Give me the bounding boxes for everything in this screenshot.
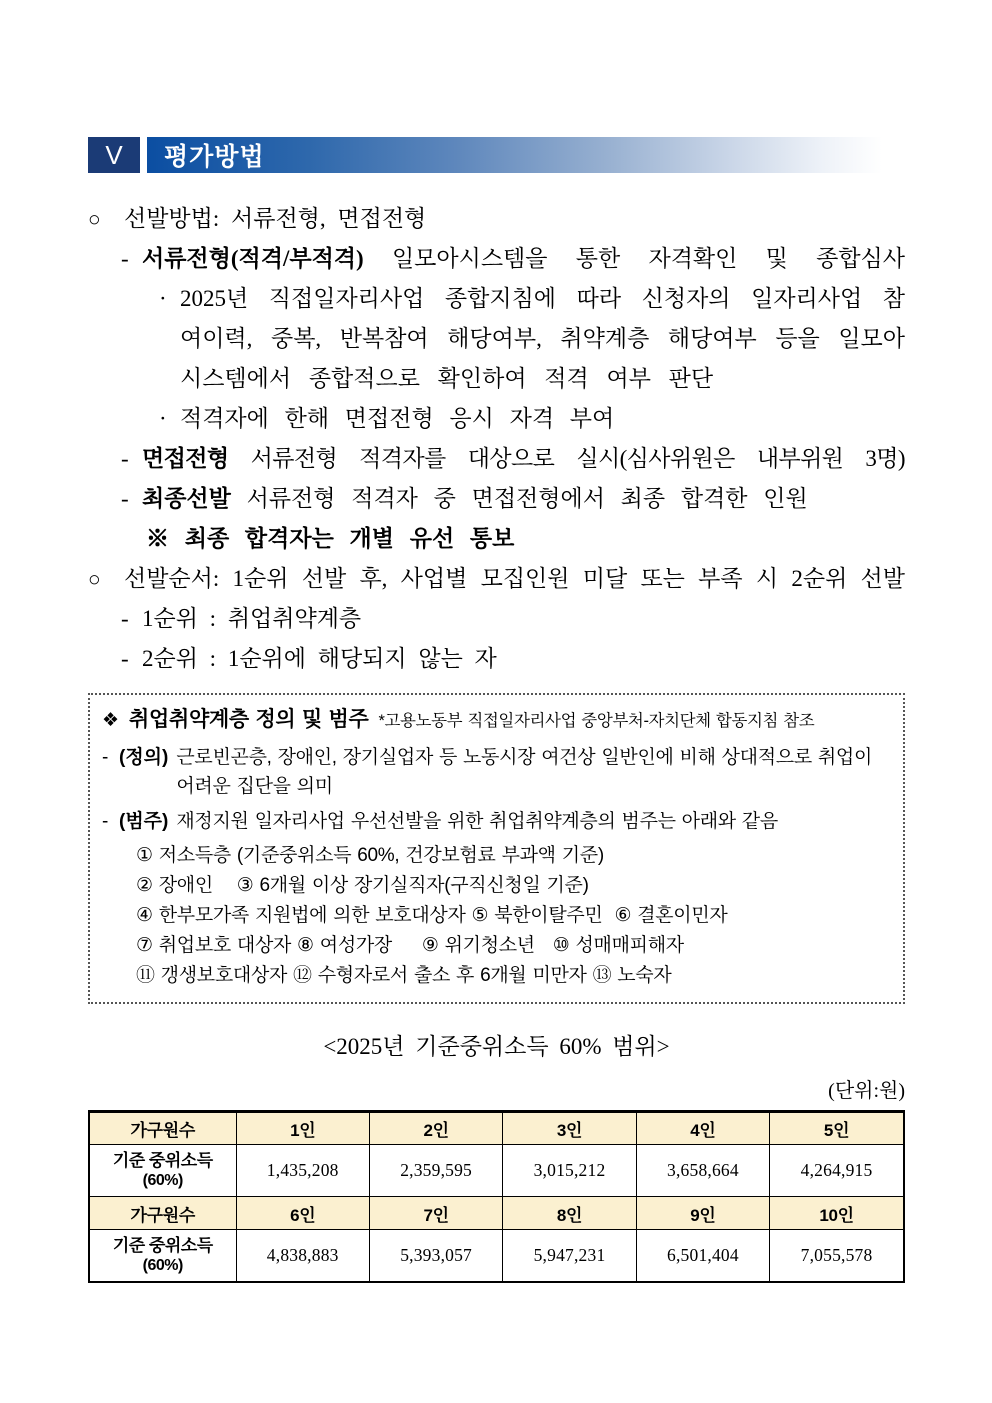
unit-label: (단위:원) [828, 1080, 905, 1102]
income-value: 2,359,595 [369, 1145, 502, 1197]
section-header [88, 137, 905, 173]
income-value: 4,838,883 [236, 1230, 369, 1282]
category-label: (범주) [119, 811, 169, 832]
row-label-line1: 기준 중위소득 [112, 1150, 213, 1170]
table-value-row-1 [89, 1145, 904, 1197]
item-final-select [88, 479, 905, 519]
rank2-text: 2순위 : 1순위에 해당되지 않는 자 [142, 646, 497, 671]
final-select-bold: 최종선발 [142, 486, 231, 511]
section-numeral: V [105, 139, 123, 170]
income-value: 5,393,057 [369, 1230, 502, 1282]
header-household-size: 가구원수 [89, 1197, 236, 1230]
select-order-text: 선발순서: 1순위 선발 후, 사업별 모집인원 미달 또는 부족 시 2순위 선발 [124, 566, 905, 591]
header-col: 1인 [236, 1112, 369, 1145]
header-col: 10인 [770, 1197, 904, 1230]
table-value-row-2 [89, 1230, 904, 1282]
item-rank2 [88, 639, 905, 679]
info-box-reference-note: *고용노동부 직접일자리사업 중앙부처-자치단체 합동지침 참조 [378, 712, 815, 730]
info-box-title-row [102, 704, 889, 737]
income-value: 5,947,231 [503, 1230, 636, 1282]
header-col: 4인 [636, 1112, 769, 1145]
middot-bullet: · [159, 406, 167, 431]
bullet-select-order [88, 559, 905, 599]
info-box-title: 취업취약계층 정의 및 범주 [129, 708, 369, 731]
table-header-row-1 [89, 1112, 904, 1145]
header-col: 5인 [770, 1112, 904, 1145]
category-item-list [102, 841, 889, 991]
income-table-title: <2025년 기준중위소득 60% 범위> [323, 1034, 670, 1059]
category-item: ④ 한부모가족 지원법에 의한 보호대상자 ⑤ 북한이탈주민 ⑥ 결혼이민자 [136, 905, 728, 926]
doc-screening-bold: 서류전형(적격/부적격) [142, 246, 364, 271]
definition-text: 근로빈곤층, 장애인, 장기실업자 등 노동시장 여건상 일반인에 비해 상대적으로 취업이 어려운 집단을 의미 [176, 747, 873, 797]
interview-text [142, 439, 905, 479]
interview-rest: 서류전형 적격자를 대상으로 실시(심사위원은 내부위원 3명) [250, 446, 905, 471]
middot-bullet: · [159, 286, 167, 311]
income-value: 7,055,578 [770, 1230, 904, 1282]
income-value: 3,658,664 [636, 1145, 769, 1197]
final-select-text [142, 479, 905, 519]
row-label [89, 1145, 236, 1197]
header-col: 8인 [503, 1197, 636, 1230]
item-rank1 [88, 599, 905, 639]
category-item: ② 장애인 ③ 6개월 이상 장기실직자(구직신청일 기준) [136, 875, 589, 896]
category-item: ① 저소득층 (기준중위소득 60%, 건강보험료 부과액 기준) [136, 845, 604, 866]
category-item: ⑦ 취업보호 대상자 ⑧ 여성가장 ⑨ 위기청소년 ⑩ 성매매피해자 [136, 935, 684, 956]
median-income-table [88, 1110, 905, 1283]
select-method-text: 선발방법: 서류전형, 면접전형 [124, 206, 427, 231]
header-col: 3인 [503, 1112, 636, 1145]
row-label-line1: 기준 중위소득 [112, 1235, 213, 1255]
section-title: 평가방법 [164, 143, 265, 171]
item-interview [88, 439, 905, 479]
dash-bullet: - [121, 646, 129, 671]
header-col: 2인 [369, 1112, 502, 1145]
income-value: 3,015,212 [503, 1145, 636, 1197]
income-value: 6,501,404 [636, 1230, 769, 1282]
row-label-line2: (60%) [142, 1172, 183, 1190]
dash-bullet: - [121, 486, 129, 511]
definition-label: (정의) [119, 747, 169, 768]
guideline-text: 2025년 직접일자리사업 종합지침에 따라 신청자의 일자리사업 참여이력, 중복, 반복참여 해당여부, 취약계층 해당여부 등을 일모아시스템에서 종합적으로 확인하여 적격 여부 판단 [180, 286, 905, 391]
definition-row [102, 743, 889, 801]
vulnerable-group-info-box [88, 693, 905, 1004]
dash-bullet: - [121, 446, 129, 471]
phone-notice: ※ 최종 합격자는 개별 유선 통보 [146, 526, 515, 551]
row-label-line2: (60%) [142, 1256, 183, 1274]
rank1-text: 1순위 : 취업취약계층 [142, 606, 362, 631]
interview-bold: 면접전형 [142, 446, 229, 471]
category-item: ⑪ 갱생보호대상자 ⑫ 수형자로서 출소 후 6개월 미만자 ⑬ 노숙자 [136, 965, 672, 986]
dash-bullet: - [102, 747, 109, 768]
header-col: 9인 [636, 1197, 769, 1230]
bullet-select-method [88, 199, 905, 239]
eligible-text: 적격자에 한해 면접전형 응시 자격 부여 [180, 406, 615, 431]
circle-bullet-icon: ○ [88, 207, 101, 231]
doc-screening-text [142, 239, 905, 279]
header-col: 6인 [236, 1197, 369, 1230]
header-household-size: 가구원수 [89, 1112, 236, 1145]
section-numeral-box [88, 137, 140, 173]
income-value: 4,264,915 [770, 1145, 904, 1197]
category-row [102, 807, 889, 836]
final-select-rest: 서류전형 적격자 중 면접전형에서 최종 합격한 인원 [246, 486, 808, 511]
subitem-eligible [88, 399, 905, 439]
section-title-bar [147, 137, 882, 173]
category-text: 재정지원 일자리사업 우선선발을 위한 취업취약계층의 범주는 아래와 같음 [176, 811, 778, 832]
subitem-guideline [88, 279, 905, 399]
income-value: 1,435,208 [236, 1145, 369, 1197]
doc-screening-rest: 일모아시스템을 통한 자격확인 및 종합심사 [391, 246, 905, 271]
header-col: 7인 [369, 1197, 502, 1230]
main-content [88, 199, 905, 679]
diamond-bullet-icon: ❖ [102, 710, 120, 731]
dash-bullet: - [121, 246, 129, 271]
dash-bullet: - [121, 606, 129, 631]
row-label [89, 1230, 236, 1282]
circle-bullet-icon: ○ [88, 567, 101, 591]
item-doc-screening [88, 239, 905, 279]
table-header-row-2 [89, 1197, 904, 1230]
dash-bullet: - [102, 811, 109, 832]
